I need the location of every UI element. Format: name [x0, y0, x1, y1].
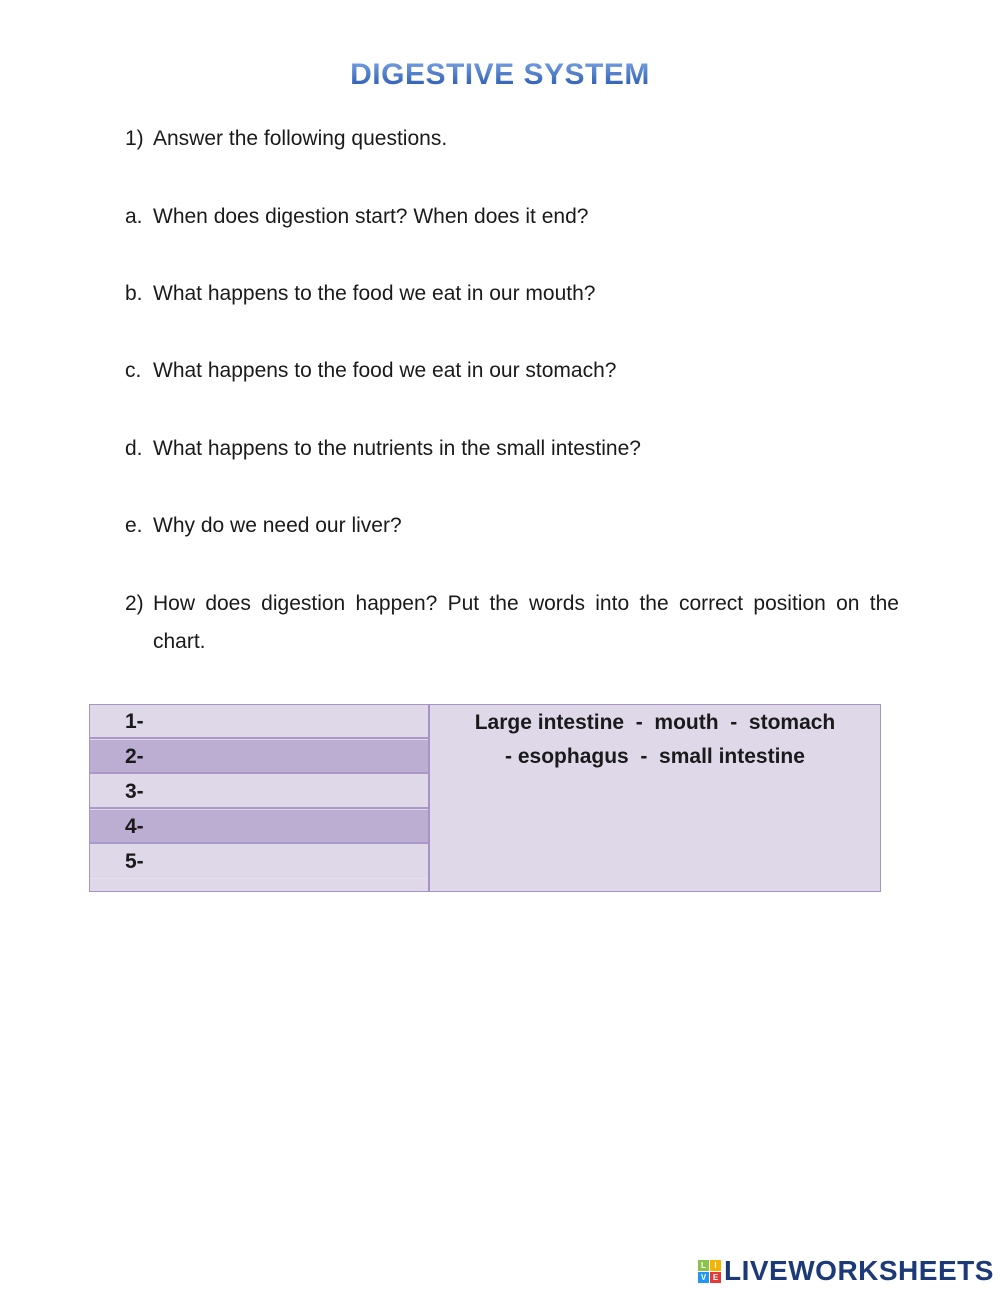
- question-c: c. What happens to the food we eat in our stomach?: [125, 359, 617, 382]
- logo-blocks-icon: L I V E: [698, 1260, 721, 1283]
- question-1-heading: 1) Answer the following questions.: [125, 127, 448, 150]
- question-e: e. Why do we need our liver?: [125, 514, 402, 537]
- word-bank-line-1: Large intestine - mouth - stomach: [474, 711, 836, 734]
- question-b: b. What happens to the food we eat in our mouth?: [125, 282, 596, 305]
- question-2: 2) How does digestion happen? Put the words into the correct position on the chart.: [125, 592, 899, 653]
- digestion-chart: [89, 704, 881, 892]
- answer-row-4[interactable]: 4-: [90, 810, 428, 844]
- logo-text: LIVEWORKSHEETS: [724, 1255, 994, 1286]
- answer-row-3[interactable]: 3-: [90, 775, 428, 809]
- question-a: a. When does digestion start? When does it end?: [125, 205, 589, 228]
- liveworksheets-logo: [698, 1255, 994, 1287]
- question-d: d. What happens to the nutrients in the small intestine?: [125, 437, 641, 460]
- word-bank-line-2: - esophagus - small intestine: [505, 745, 805, 768]
- answer-row-5[interactable]: 5-: [90, 845, 428, 879]
- answer-row-1[interactable]: 1-: [90, 705, 428, 739]
- answer-row-2[interactable]: 2-: [90, 740, 428, 774]
- page-title: DIGESTIVE SYSTEM: [0, 58, 1000, 92]
- answer-column: [90, 705, 430, 891]
- word-bank: [430, 705, 880, 774]
